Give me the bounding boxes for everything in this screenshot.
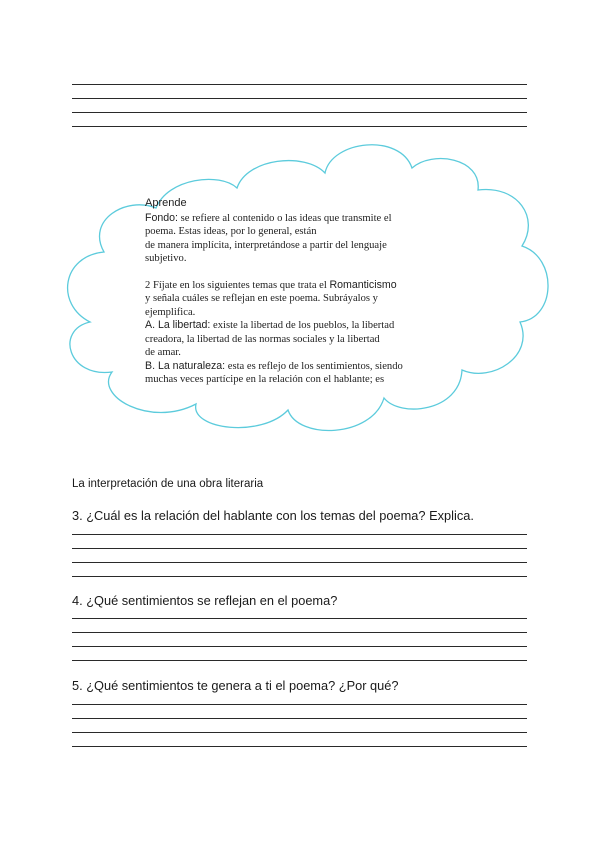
naturaleza-text: esta es reflejo de los sentimientos, siendo bbox=[227, 360, 403, 372]
section-title: La interpretación de una obra literaria bbox=[72, 478, 264, 490]
task-text: 2 Fíjate en los siguientes temas que trata el bbox=[145, 279, 327, 291]
libertad-text: existe la libertad de los pueblos, la libertad bbox=[213, 320, 395, 331]
naturaleza-term: B. La naturaleza: bbox=[145, 359, 226, 372]
answer-line bbox=[72, 660, 527, 661]
libertad-term: A. La libertad: bbox=[145, 319, 211, 331]
naturaleza-line bbox=[145, 360, 445, 374]
answer-line bbox=[72, 548, 527, 549]
answer-line bbox=[72, 576, 527, 577]
answer-line bbox=[72, 632, 527, 633]
answer-line bbox=[72, 718, 527, 719]
fondo-line: subjetivo. bbox=[145, 253, 187, 264]
task-line bbox=[145, 279, 445, 293]
fondo-line: de manera implícita, interpretándose a partir del lenguaje bbox=[145, 239, 387, 251]
libertad-line: creadora, la libertad de las normas sociales y la libertad bbox=[145, 333, 380, 345]
naturaleza-line: muchas veces partícipe en la relación con el hablante; es bbox=[145, 374, 385, 385]
answer-line bbox=[72, 562, 527, 563]
answer-line bbox=[72, 618, 527, 619]
answer-line bbox=[72, 746, 527, 747]
task-line: y señala cuáles se reflejan en este poema. Subráyalos y bbox=[145, 293, 378, 304]
answer-line bbox=[72, 704, 527, 705]
fondo-term: Fondo: bbox=[145, 211, 178, 224]
question-5: 5. ¿Qué sentimientos te genera a ti el poema? ¿Por qué? bbox=[72, 678, 399, 693]
libertad-line: de amar. bbox=[145, 347, 181, 358]
answer-line bbox=[72, 732, 527, 733]
fondo-text: se refiere al contenido o las ideas que transmite el bbox=[180, 212, 392, 224]
answer-line bbox=[72, 646, 527, 647]
fondo-line: poema. Estas ideas, por lo general, están bbox=[145, 226, 317, 237]
question-3: 3. ¿Cuál es la relación del hablante con los temas del poema? Explica. bbox=[72, 508, 474, 523]
romanticismo-term: Romanticismo bbox=[329, 278, 397, 291]
answer-line bbox=[72, 534, 527, 535]
aprende-box bbox=[145, 197, 445, 387]
libertad-line bbox=[145, 319, 445, 333]
aprende-title: Aprende bbox=[145, 197, 187, 209]
fondo-line bbox=[145, 212, 445, 226]
question-4: 4. ¿Qué sentimientos se reflejan en el poema? bbox=[72, 593, 338, 608]
task-line: ejemplifica. bbox=[145, 306, 196, 318]
